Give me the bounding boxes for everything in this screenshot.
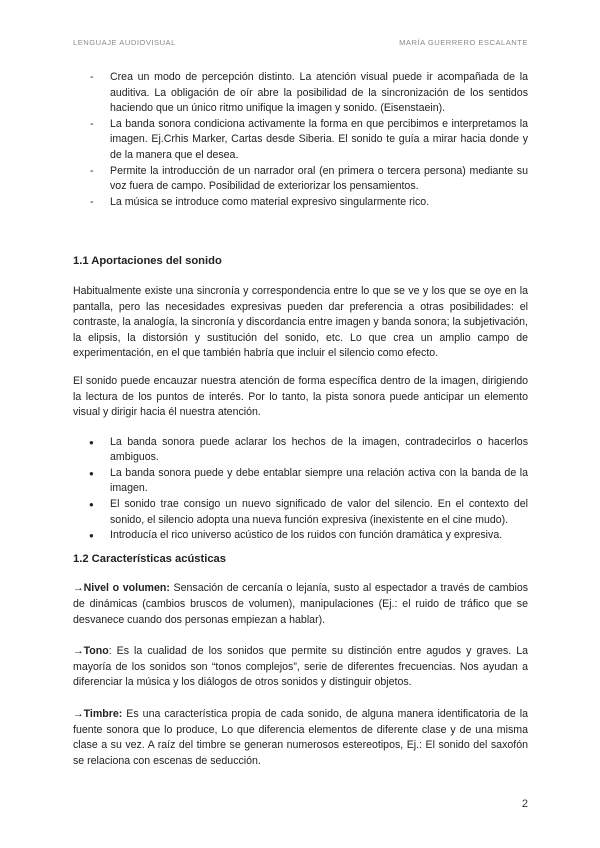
list-item: - Permite la introducción de un narrador oral (en primera o tercera persona) mediante su voz fuera de campo. Posibilidad de exteriorizar los pensamientos.	[73, 164, 528, 195]
list-item: - La música se introduce como material expresivo singularmente rico.	[73, 195, 528, 211]
page-content	[73, 70, 528, 769]
section-heading-aportaciones: 1.1 Aportaciones del sonido	[73, 255, 222, 268]
list-item: ● Introducía el rico universo acústico de los ruidos con función dramática y expresiva.	[73, 528, 528, 544]
list-item: - Crea un modo de percepción distinto. La atención visual puede ir acompañada de la auditiva. La obligación de oír abre la posibilidad de la sincronización de los sentidos haciendo que un único ritmo unifique la imagen y sonido. (Eisenstaein).	[73, 70, 528, 117]
running-header-right: MARÍA GUERRERO ESCALANTE	[399, 38, 528, 47]
list-item: ● El sonido trae consigo un nuevo significado de valor del silencio. En el contexto del sonido, el silencio adopta una nueva función expresiva (inexistente en el cine mudo).	[73, 497, 528, 528]
list-item: ● La banda sonora puede y debe entablar siempre una relación activa con la banda de la imagen.	[73, 466, 528, 497]
section-heading-caracteristicas: 1.2 Características acústicas	[73, 552, 226, 565]
term-label: →Timbre:	[73, 708, 123, 720]
definition-tono	[73, 644, 528, 691]
list-item: ● La banda sonora puede aclarar los hechos de la imagen, contradecirlos o hacerlos ambiguos.	[73, 435, 528, 466]
definition-text: Es una característica propia de cada sonido, de alguna manera identificatoria de la fuente sonora que lo produce, Lo que diferencia elementos de diferente clase y de una misma clase a su vez. A raíz del timbre se generan numerosos estereotipos, Ej.: El sonido del saxofón se relaciona con escenas de seducción.	[73, 708, 528, 767]
term-label: →Nivel o volumen:	[73, 582, 170, 595]
definition-timbre	[73, 707, 528, 769]
definition-nivel	[73, 581, 528, 628]
page-number: 2	[521, 798, 528, 810]
paragraph: Habitualmente existe una sincronía y correspondencia entre lo que se ve y los que se oye en la pantalla, pero las necesidades expresivas pueden dar preferencia a otras posibilidades: el contraste, la analogía, la sincronía y discordancia entre imagen y banda sonora; la subjetivación, la elipsis, la distorsión y sustitución del sonido, etc. Lo que crea un amplio campo de experimentación, en el que también habría que incluir el silencio como efecto.	[73, 284, 528, 360]
paragraph: El sonido puede encauzar nuestra atención de forma específica dentro de la imagen, dirigiendo la lectura de los puntos de interés. Por lo tanto, la pista sonora puede anticipar un elemento visual y dirigir hacia él nuestra atención.	[73, 374, 528, 419]
term-label: →Tono	[73, 645, 109, 658]
bullet-list	[73, 435, 528, 544]
list-item: - La banda sonora condiciona activamente la forma en que percibimos e interpretamos la imagen. Ej.Crhis Marker, Cartas desde Siberia. El sonido te guía a mirar hacia donde y de la manera que el desea.	[73, 117, 528, 164]
running-header-left: LENGUAJE AUDIOVISUAL	[73, 38, 176, 47]
definition-text: : Es la cualidad de los sonidos que permite su distinción entre agudos y graves. La mayoría de los sonidos son “tonos complejos”, serie de diferentes frecuencias. Nos ayudan a diferenciar la música y los diálogos de otros sonidos y distinguir objetos.	[73, 645, 528, 689]
definition-text: Sensación de cercanía o lejanía, susto al espectador a través de cambios de dinámicas (cambios bruscos de volumen), manipulaciones (Ej.: el ruido de tráfico que se desvanece cuando dos personas empiezan a hablar).	[73, 582, 529, 626]
dash-list	[73, 70, 528, 210]
